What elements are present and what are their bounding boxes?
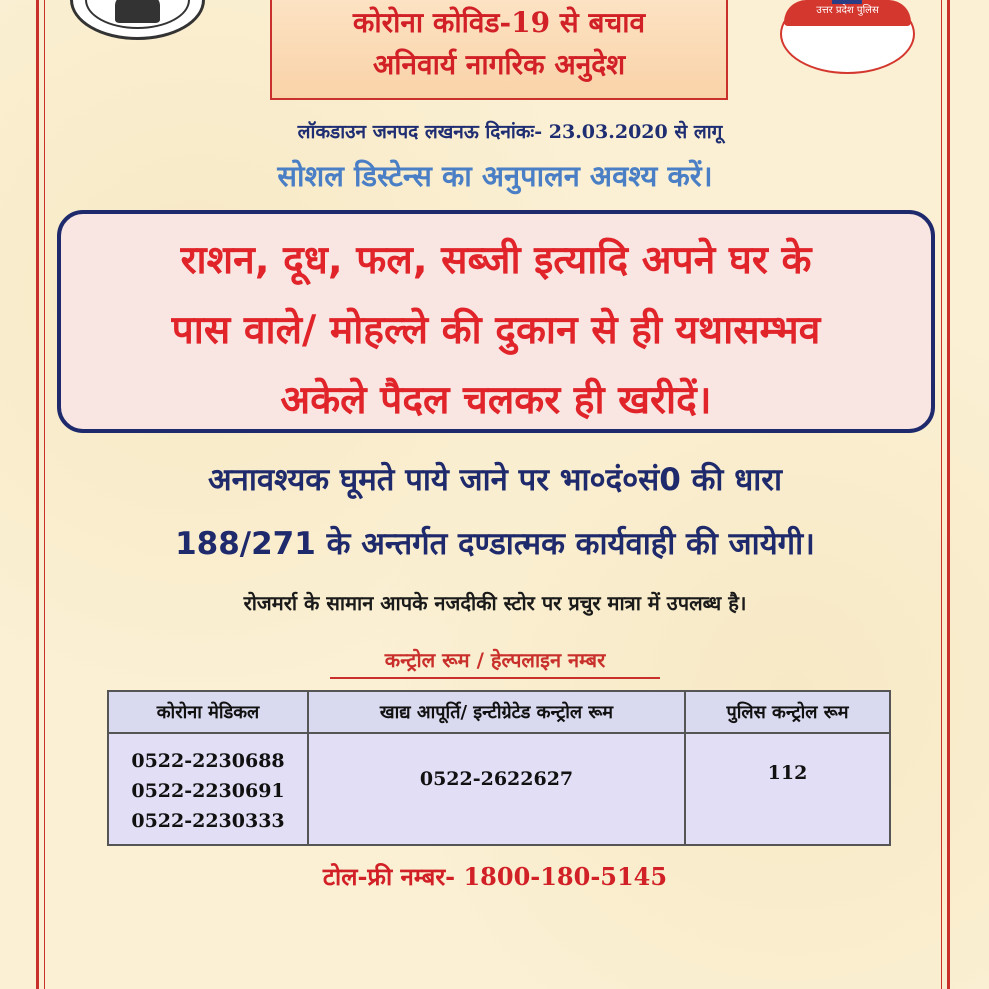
toll-free-number: टोल-फ्री नम्बर- 1800-180-5145	[322, 862, 668, 891]
phone-number: 0522-2230691	[131, 780, 285, 802]
social-distancing-line: सोशल डिस्टेन्स का अनुपालन अवश्य करें।	[277, 159, 713, 193]
instruction-line-3: अकेले पैदल चलकर ही खरीदें।	[280, 378, 712, 423]
phone-number: 112	[767, 762, 808, 784]
header-corona-medical: कोरोना मेडिकल	[108, 691, 308, 733]
cell-police	[685, 733, 890, 845]
table-header-row	[108, 691, 890, 733]
title-box	[270, 0, 728, 100]
control-room-heading-text: कन्ट्रोल रूम / हेल्पलाइन नम्बर	[384, 648, 606, 672]
header-police-control: पुलिस कन्ट्रोल रूम	[685, 691, 890, 733]
phone-number: 0522-2622627	[419, 768, 574, 790]
heading-underline	[330, 677, 660, 679]
instruction-line-2: पास वाले/ मोहल्ले की दुकान से ही यथासम्भव	[171, 308, 821, 353]
instruction-line-1: राशन, दूध, फल, सब्जी इत्यादि अपने घर के	[180, 238, 812, 283]
phone-number: 0522-2230333	[131, 810, 285, 832]
shopping-instruction-box	[57, 210, 935, 433]
lockdown-date-line: लॉकडाउन जनपद लखनऊ दिनांकः- 23.03.2020 से लागू	[297, 121, 723, 143]
title-line-1: कोरोना कोविड-19 से बचाव	[352, 6, 646, 39]
warning-line-2: 188/271 के अन्तर्गत दण्डात्मक कार्यवाही की जायेगी।	[175, 526, 815, 562]
header-food-supply: खाद्य आपूर्ति/ इन्टीग्रेटेड कन्ट्रोल रूम	[308, 691, 685, 733]
penalty-warning	[60, 448, 930, 576]
cell-food-supply	[308, 733, 685, 845]
helpline-table	[107, 690, 891, 846]
phone-number: 0522-2230688	[131, 750, 285, 772]
table-row	[108, 733, 890, 845]
up-police-logo	[780, 0, 915, 40]
daily-items-availability: रोजमर्रा के सामान आपके नजदीकी स्टोर पर प्रचुर मात्रा में उपलब्ध है।	[243, 591, 747, 615]
warning-line-1: अनावश्यक घूमते पाये जाने पर भा०दं०सं0 की धारा	[207, 462, 783, 498]
cell-corona-medical	[108, 733, 308, 845]
police-logo-crown	[832, 0, 862, 4]
control-room-heading	[330, 646, 660, 673]
emblem-figure	[115, 0, 160, 23]
title-line-2: अनिवार्य नागरिक अनुदेश	[372, 48, 626, 81]
police-logo-text: उत्तर प्रदेश पुलिस	[816, 5, 879, 16]
